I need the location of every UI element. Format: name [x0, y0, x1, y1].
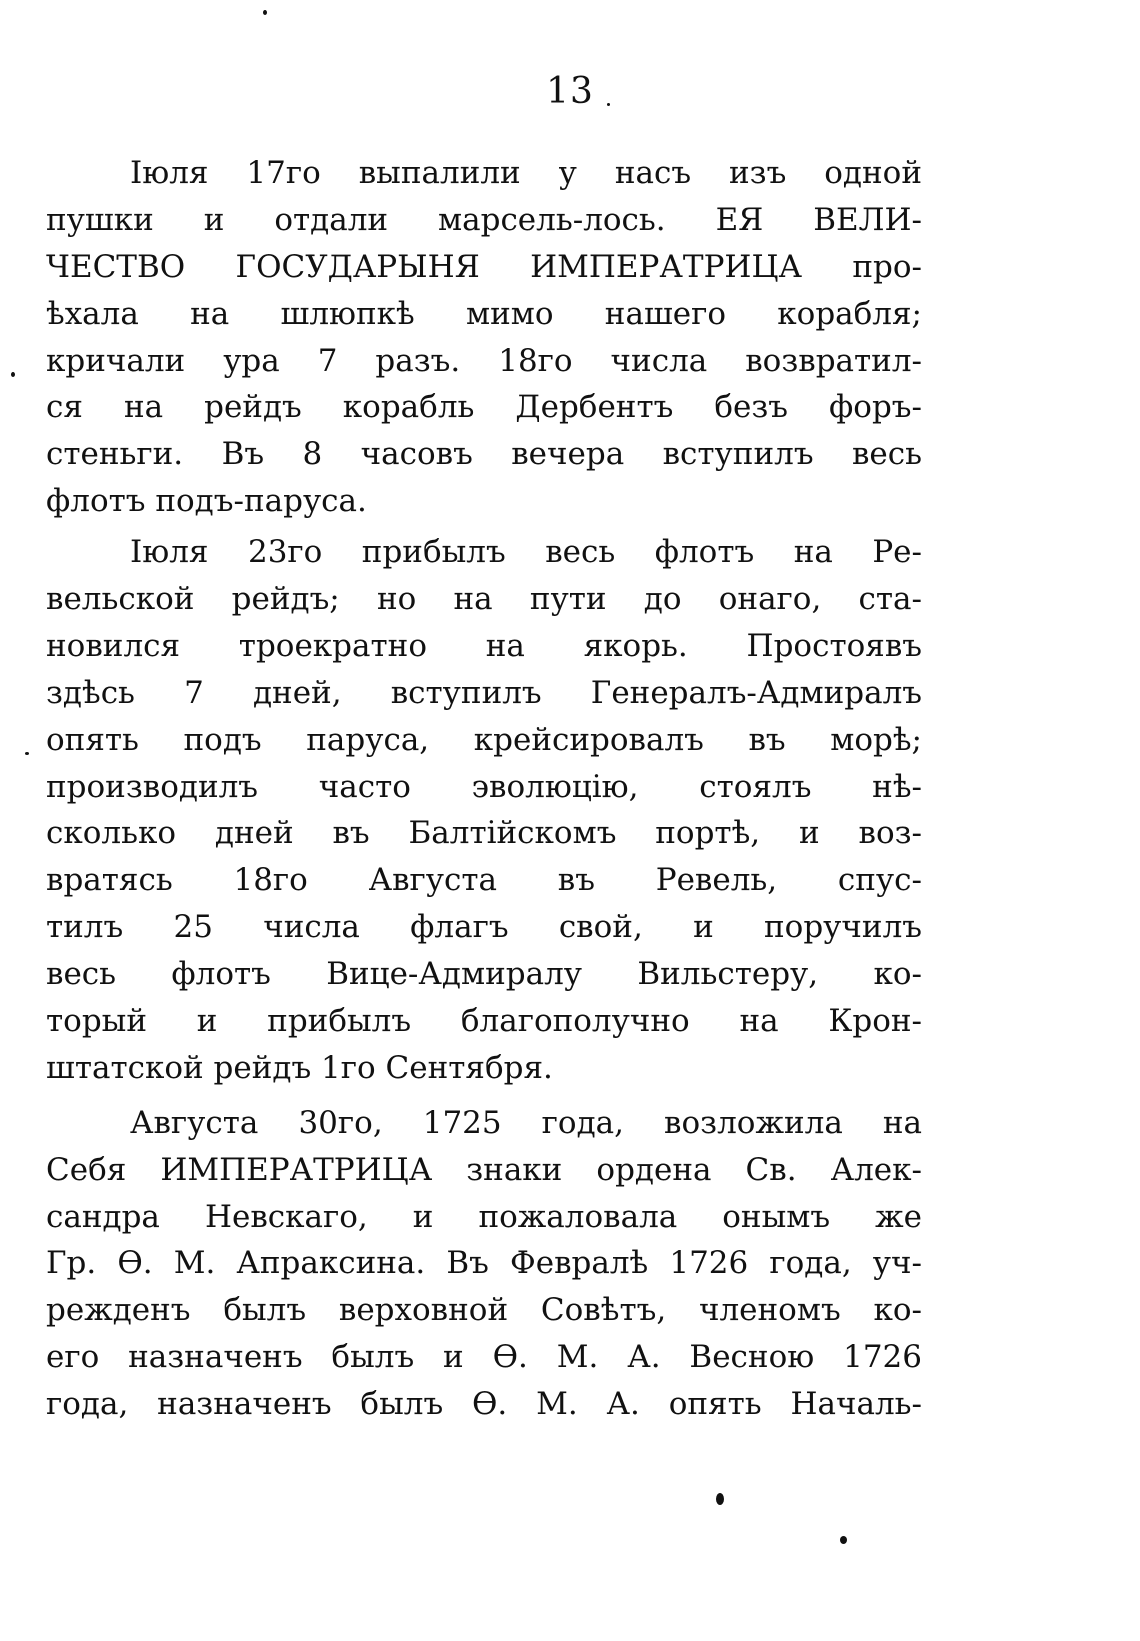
text-line: штатской рейдъ 1го Сентября.	[46, 1049, 553, 1086]
text-line: его назначенъ былъ и Ѳ. М. А. Весною 1726	[46, 1339, 922, 1376]
ink-speck	[716, 1493, 724, 1505]
text-line: Августа 30го, 1725 года, возложила на	[130, 1104, 922, 1141]
paragraph-gap	[46, 1092, 922, 1100]
text-line: торый и прибылъ благополучно на Крон-	[46, 1003, 922, 1040]
paragraph	[46, 1100, 922, 1428]
paragraph	[46, 150, 922, 525]
text-line: производилъ часто эволюцію, стоялъ нѣ-	[46, 768, 922, 805]
text-line: пушки и отдали марсель-лось. ЕЯ ВЕЛИ-	[46, 201, 922, 238]
text-line: сандра Невскаго, и пожаловала онымъ же	[46, 1198, 922, 1235]
text-line: Гр. Ѳ. М. Апраксина. Въ Февралѣ 1726 года, уч-	[46, 1245, 922, 1282]
page-number: 13	[546, 71, 594, 112]
text-line: стеньги. Въ 8 часовъ вечера вступилъ весь	[46, 436, 922, 473]
text-line: вратясь 18го Августа въ Ревель, спус-	[46, 862, 922, 899]
text-line: Іюля 23го прибылъ весь флотъ на Ре-	[130, 534, 922, 571]
body-text	[46, 150, 922, 1428]
text-line: вельской рейдъ; но на пути до онаго, ста-	[46, 581, 922, 618]
text-line: тилъ 25 числа флагъ свой, и поручилъ	[46, 909, 922, 946]
ink-speck	[607, 103, 610, 106]
text-line: весь флотъ Вице-Адмиралу Вильстеру, ко-	[46, 956, 922, 993]
paragraph	[46, 529, 922, 1092]
text-line: года, назначенъ былъ Ѳ. М. А. опять Началь-	[46, 1386, 922, 1423]
text-line: ся на рейдъ корабль Дербентъ безъ форъ-	[46, 389, 922, 426]
text-line: ѣхала на шлюпкѣ мимо нашего корабля;	[46, 295, 922, 332]
ink-speck	[11, 372, 15, 377]
text-line: ЧЕСТВО ГОСУДАРЫНЯ ИМПЕРАТРИЦА про-	[46, 248, 922, 285]
text-line: флотъ подъ-паруса.	[46, 483, 367, 520]
text-line: опять подъ паруса, крейсировалъ въ морѣ;	[46, 721, 922, 758]
text-line: Іюля 17го выпалили у насъ изъ одной	[130, 155, 922, 191]
ink-speck	[840, 1536, 847, 1544]
text-line: новился троекратно на якорь. Простоявъ	[46, 627, 922, 664]
text-line: режденъ былъ верховной Совѣтъ, членомъ ко-	[46, 1292, 922, 1329]
text-line: здѣсь 7 дней, вступилъ Генералъ-Адмиралъ	[46, 674, 922, 711]
text-line: Себя ИМПЕРАТРИЦА знаки ордена Св. Алек-	[46, 1151, 922, 1188]
text-line: кричали ура 7 разъ. 18го числа возвратил-	[46, 342, 922, 379]
text-line: сколько дней въ Балтійскомъ портѣ, и воз-	[46, 815, 922, 852]
ink-speck	[263, 10, 267, 15]
ink-speck	[25, 752, 29, 755]
